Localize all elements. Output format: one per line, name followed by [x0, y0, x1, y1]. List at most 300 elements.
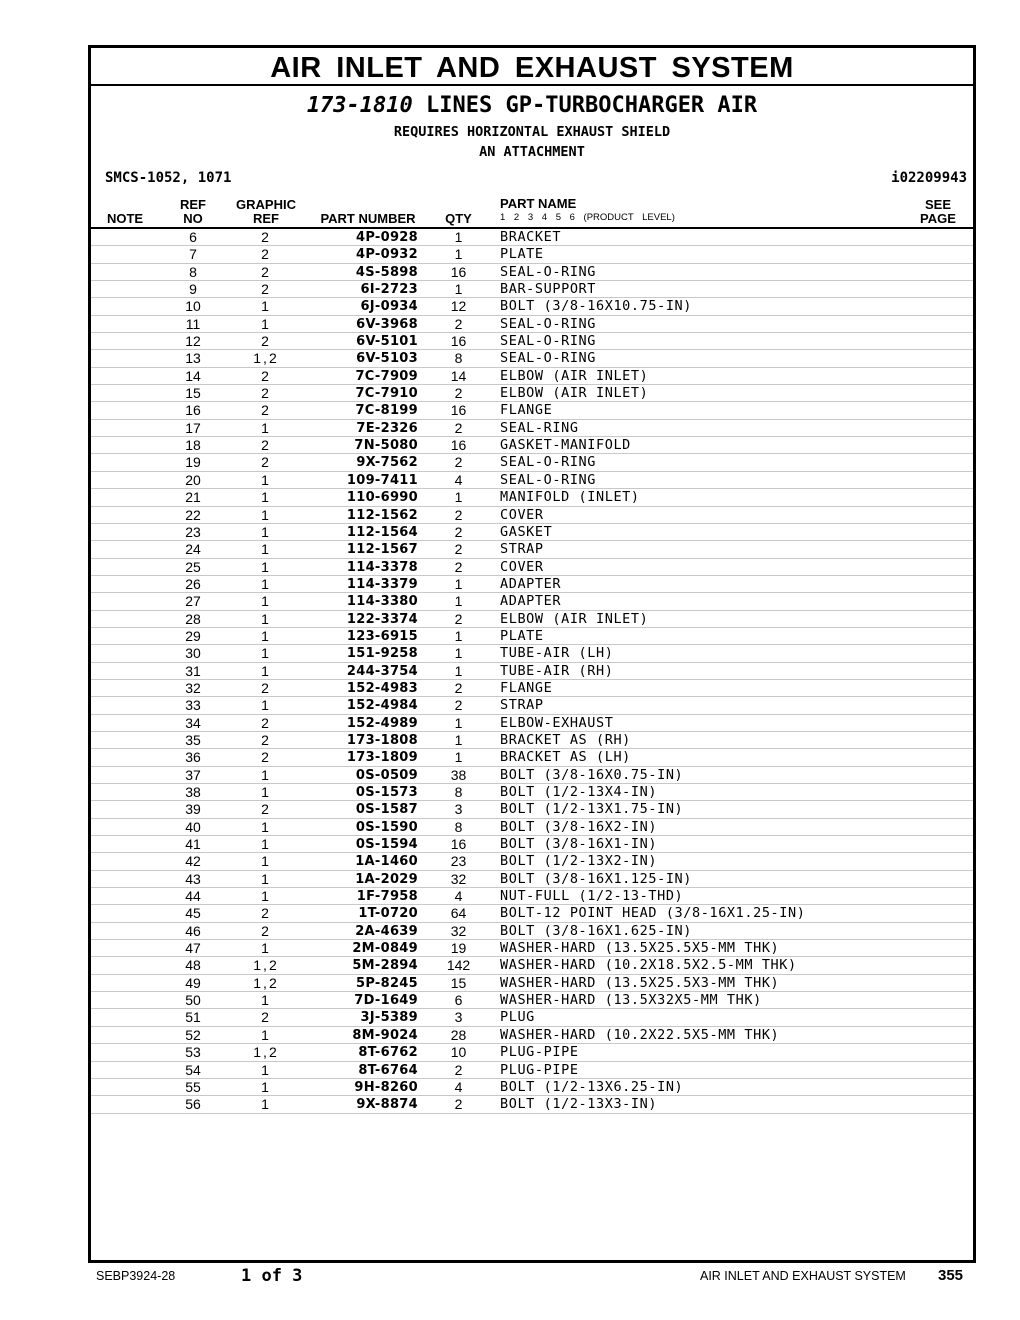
- part-name-cell: SEAL-O-RING: [500, 350, 597, 367]
- qty-cell: 2: [454, 506, 463, 523]
- part-name-cell: BOLT (3/8-16X1-IN): [500, 836, 658, 853]
- qty-cell: 4: [454, 1078, 463, 1095]
- part-number-cell: 6J-0934: [360, 299, 418, 315]
- qty-cell: 1: [454, 627, 463, 644]
- table-row: [91, 524, 973, 541]
- table-row: [91, 1062, 973, 1079]
- qty-cell: 23: [450, 853, 467, 870]
- ref-no-cell: 55: [185, 1078, 201, 1095]
- part-number-cell: 152-4983: [346, 680, 418, 696]
- graphic-ref-cell: 2: [261, 437, 271, 454]
- group-title: [91, 91, 973, 121]
- qty-cell: 1: [454, 731, 463, 748]
- part-number-cell: 122-3374: [346, 611, 418, 627]
- ref-no-cell: 22: [185, 506, 201, 523]
- part-number-cell: 7N-5080: [354, 438, 418, 454]
- part-name-cell: BOLT-12 POINT HEAD (3/8-16X1.25-IN): [500, 905, 806, 922]
- ref-no-cell: 52: [185, 1026, 201, 1043]
- ref-no-cell: 38: [185, 784, 201, 800]
- qty-cell: 2: [454, 315, 463, 332]
- table-row: [91, 1027, 973, 1044]
- ref-no-cell: 6: [189, 229, 197, 245]
- table-row: [91, 905, 973, 922]
- group-subtitle-1: REQUIRES HORIZONTAL EXHAUST SHIELD: [393, 124, 671, 140]
- group-subtitle-2: AN ATTACHMENT: [479, 144, 585, 160]
- ref-no-cell: 15: [185, 385, 201, 402]
- table-row: [91, 923, 973, 940]
- part-name-cell: BOLT (1/2-13X3-IN): [500, 1096, 658, 1113]
- part-number-cell: 3J-5389: [360, 1010, 418, 1026]
- part-number-cell: 4S-5898: [355, 264, 418, 280]
- table-row: [91, 749, 973, 766]
- graphic-ref-cell: 1: [261, 992, 271, 1009]
- qty-cell: 16: [450, 836, 467, 853]
- part-number-cell: 109-7411: [346, 472, 418, 488]
- qty-cell: 3: [454, 1009, 463, 1026]
- table-row: [91, 853, 973, 870]
- ref-no-cell: 37: [185, 766, 201, 783]
- qty-cell: 142: [446, 957, 471, 974]
- part-name-cell: COVER: [500, 558, 544, 575]
- ref-no-cell: 34: [185, 714, 201, 731]
- table-row: [91, 385, 973, 402]
- qty-cell: 6: [454, 992, 463, 1009]
- ref-no-cell: 30: [185, 645, 201, 662]
- part-name-cell: BRACKET: [500, 229, 562, 245]
- part-name-cell: BOLT (3/8-16X0.75-IN): [500, 766, 684, 783]
- part-name-cell: PLATE: [500, 627, 544, 644]
- qty-cell: 1: [454, 229, 463, 245]
- smcs-code: SMCS-1052, 1071: [105, 170, 232, 186]
- qty-cell: 1: [454, 593, 463, 610]
- part-number-cell: 5M-2894: [352, 958, 418, 974]
- part-number-cell: 9H-8260: [354, 1079, 418, 1095]
- part-name-cell: FLANGE: [500, 679, 553, 696]
- part-name-cell: ADAPTER: [500, 593, 562, 610]
- part-name-cell: PLUG-PIPE: [500, 1061, 579, 1078]
- part-number-cell: 151-9258: [346, 646, 418, 662]
- ref-no-cell: 56: [185, 1096, 201, 1113]
- ref-no-cell: 41: [185, 836, 201, 853]
- graphic-ref-cell: 1: [261, 471, 271, 488]
- part-number-cell: 112-1564: [346, 524, 418, 540]
- qty-cell: 15: [450, 974, 467, 991]
- part-number-cell: 8M-9024: [352, 1027, 418, 1043]
- graphic-ref-cell: 1: [261, 506, 271, 523]
- part-name-cell: SEAL-O-RING: [500, 454, 597, 471]
- graphic-ref-cell: 2: [261, 385, 271, 402]
- ref-no-cell: 29: [185, 627, 201, 644]
- qty-cell: 38: [450, 766, 467, 783]
- ref-no-cell: 46: [185, 922, 201, 939]
- graphic-ref-cell: 1: [261, 627, 271, 644]
- part-name-cell: BRACKET AS (LH): [500, 749, 631, 766]
- header-part-name: PART NAME: [500, 196, 577, 211]
- ref-no-cell: 14: [185, 367, 201, 384]
- table-row: [91, 402, 973, 419]
- part-number-cell: 6V-5101: [356, 334, 418, 350]
- qty-cell: 64: [450, 905, 467, 922]
- part-number-cell: 1A-2029: [355, 871, 418, 887]
- part-name-cell: ADAPTER: [500, 575, 562, 592]
- ref-no-cell: 28: [185, 610, 201, 627]
- qty-cell: 1: [454, 645, 463, 662]
- part-number-cell: 7C-7910: [355, 386, 418, 402]
- table-row: [91, 350, 973, 367]
- table-row: [91, 1079, 973, 1096]
- qty-cell: 14: [450, 367, 467, 384]
- table-row: [91, 333, 973, 350]
- graphic-ref-cell: 1: [261, 419, 271, 436]
- ref-no-cell: 54: [185, 1061, 201, 1078]
- header-ref-no-1: REF: [180, 197, 206, 212]
- part-name-cell: WASHER-HARD (13.5X25.5X3-MM THK): [500, 974, 780, 991]
- ref-no-cell: 40: [185, 818, 201, 835]
- part-name-cell: SEAL-RING: [500, 419, 579, 436]
- ref-no-cell: 26: [185, 575, 201, 592]
- header-part-number: PART NUMBER: [320, 211, 416, 226]
- graphic-ref-cell: 2: [261, 367, 271, 384]
- part-number-cell: 7E-2326: [356, 420, 418, 436]
- graphic-ref-cell: 1: [261, 315, 271, 332]
- header-ref-no-2: NO: [183, 211, 203, 226]
- graphic-ref-cell: 1: [261, 541, 271, 558]
- part-name-cell: BOLT (1/2-13X1.75-IN): [500, 801, 684, 818]
- table-row: [91, 316, 973, 333]
- part-number-cell: 114-3378: [346, 559, 418, 575]
- header-graphic-ref-2: REF: [253, 211, 279, 226]
- table-row: [91, 1009, 973, 1026]
- part-number-cell: 1F-7958: [356, 889, 418, 905]
- table-row: [91, 871, 973, 888]
- ref-no-cell: 33: [185, 697, 201, 714]
- graphic-ref-cell: 1: [261, 1096, 271, 1113]
- graphic-ref-cell: 2: [261, 801, 271, 818]
- header-graphic-ref-1: GRAPHIC: [236, 197, 296, 212]
- qty-cell: 16: [450, 402, 467, 419]
- footer-section: AIR INLET AND EXHAUST SYSTEM: [700, 1269, 906, 1283]
- header-qty: QTY: [445, 211, 472, 226]
- part-number-cell: 110-6990: [346, 490, 418, 506]
- part-number-cell: 7C-8199: [355, 403, 418, 419]
- part-name-cell: BRACKET AS (RH): [500, 731, 631, 748]
- table-row: [91, 368, 973, 385]
- graphic-ref-cell: 2: [261, 714, 271, 731]
- graphic-ref-cell: 2: [261, 281, 271, 298]
- ref-no-cell: 13: [185, 350, 201, 367]
- ref-no-cell: 48: [185, 957, 201, 974]
- graphic-ref-cell: 1: [261, 818, 271, 835]
- table-row: [91, 576, 973, 593]
- table-row: [91, 628, 973, 645]
- table-row: [91, 888, 973, 905]
- header-product-level: 1 2 3 4 5 6 (PRODUCT LEVEL): [500, 212, 675, 223]
- part-number-cell: 6I-2723: [360, 282, 418, 298]
- graphic-ref-cell: 1,2: [253, 974, 279, 991]
- table-row: [91, 454, 973, 471]
- ref-no-cell: 43: [185, 870, 201, 887]
- table-row: [91, 801, 973, 818]
- table-row: [91, 437, 973, 454]
- ref-no-cell: 32: [185, 679, 201, 696]
- part-name-cell: BOLT (3/8-16X1.125-IN): [500, 870, 693, 887]
- part-name-cell: WASHER-HARD (10.2X22.5X5-MM THK): [500, 1026, 780, 1043]
- table-row: [91, 472, 973, 489]
- part-name-cell: PLUG-PIPE: [500, 1044, 579, 1061]
- graphic-ref-cell: 2: [261, 905, 271, 922]
- part-name-cell: MANIFOLD (INLET): [500, 489, 640, 506]
- table-row: [91, 992, 973, 1009]
- qty-cell: 28: [450, 1026, 467, 1043]
- ref-no-cell: 23: [185, 523, 201, 540]
- graphic-ref-cell: 1: [261, 1078, 271, 1095]
- part-number-cell: 9X-8874: [356, 1097, 418, 1113]
- graphic-ref-cell: 1: [261, 784, 271, 800]
- qty-cell: 1: [454, 575, 463, 592]
- table-row: [91, 819, 973, 836]
- part-number-cell: 1A-1460: [355, 854, 418, 870]
- part-number-cell: 2A-4639: [355, 923, 418, 939]
- table-row: [91, 298, 973, 315]
- graphic-ref-cell: 1: [261, 1026, 271, 1043]
- part-name-cell: BOLT (1/2-13X4-IN): [500, 784, 658, 800]
- graphic-ref-cell: 1: [261, 575, 271, 592]
- table-row: [91, 507, 973, 524]
- part-name-cell: BOLT (1/2-13X6.25-IN): [500, 1078, 684, 1095]
- illustration-id: i02209943: [891, 170, 967, 186]
- part-name-cell: ELBOW-EXHAUST: [500, 714, 614, 731]
- part-number-cell: 4P-0928: [355, 230, 418, 245]
- graphic-ref-cell: 1: [261, 888, 271, 905]
- part-number-cell: 0S-1587: [355, 802, 418, 818]
- ref-no-cell: 27: [185, 593, 201, 610]
- qty-cell: 16: [450, 263, 467, 280]
- table-row: [91, 541, 973, 558]
- graphic-ref-cell: 1: [261, 593, 271, 610]
- table-row: [91, 715, 973, 732]
- qty-cell: 32: [450, 870, 467, 887]
- part-name-cell: SEAL-O-RING: [500, 263, 597, 280]
- part-name-cell: STRAP: [500, 541, 544, 558]
- part-number-cell: 0S-1573: [355, 785, 418, 800]
- qty-cell: 10: [450, 1044, 467, 1061]
- table-row: [91, 1044, 973, 1061]
- parts-table-body: [91, 229, 973, 1114]
- qty-cell: 16: [450, 333, 467, 350]
- graphic-ref-cell: 1: [261, 662, 271, 679]
- part-name-cell: GASKET: [500, 523, 553, 540]
- part-number-cell: 4P-0932: [355, 247, 418, 263]
- qty-cell: 8: [454, 818, 463, 835]
- qty-cell: 2: [454, 610, 463, 627]
- ref-no-cell: 12: [185, 333, 201, 350]
- graphic-ref-cell: 2: [261, 263, 271, 280]
- qty-cell: 2: [454, 523, 463, 540]
- qty-cell: 4: [454, 471, 463, 488]
- qty-cell: 1: [454, 281, 463, 298]
- graphic-ref-cell: 2: [261, 246, 271, 263]
- ref-no-cell: 10: [185, 298, 201, 315]
- part-name-cell: BOLT (3/8-16X2-IN): [500, 818, 658, 835]
- qty-cell: 1: [454, 246, 463, 263]
- qty-cell: 2: [454, 697, 463, 714]
- graphic-ref-cell: 2: [261, 679, 271, 696]
- table-row: [91, 264, 973, 281]
- qty-cell: 2: [454, 558, 463, 575]
- part-name-cell: GASKET-MANIFOLD: [500, 437, 631, 454]
- graphic-ref-cell: 1,2: [253, 350, 279, 367]
- table-row: [91, 611, 973, 628]
- ref-no-cell: 7: [189, 246, 197, 263]
- part-number-cell: 6V-3968: [356, 316, 418, 332]
- table-row: [91, 420, 973, 437]
- table-row: [91, 680, 973, 697]
- graphic-ref-cell: 1: [261, 1061, 271, 1078]
- graphic-ref-cell: 1: [261, 697, 271, 714]
- footer-doc-number: SEBP3924-28: [96, 1269, 176, 1283]
- graphic-ref-cell: 1: [261, 940, 271, 957]
- part-name-cell: ELBOW (AIR INLET): [500, 367, 649, 384]
- ref-no-cell: 31: [185, 662, 201, 679]
- table-row: [91, 940, 973, 957]
- part-name-cell: SEAL-O-RING: [500, 333, 597, 350]
- part-number-cell: 2M-0849: [352, 941, 418, 957]
- group-name: LINES GP-TURBOCHARGER AIR: [426, 93, 758, 118]
- table-row: [91, 957, 973, 974]
- part-name-cell: PLUG: [500, 1009, 535, 1026]
- part-number-cell: 152-4984: [346, 698, 418, 714]
- ref-no-cell: 53: [185, 1044, 201, 1061]
- ref-no-cell: 36: [185, 749, 201, 766]
- ref-no-cell: 49: [185, 974, 201, 991]
- ref-no-cell: 20: [185, 471, 201, 488]
- part-name-cell: NUT-FULL (1/2-13-THD): [500, 888, 684, 905]
- part-name-cell: COVER: [500, 506, 544, 523]
- table-row: [91, 697, 973, 714]
- ref-no-cell: 42: [185, 853, 201, 870]
- part-name-cell: WASHER-HARD (13.5X25.5X5-MM THK): [500, 940, 780, 957]
- table-row: [91, 645, 973, 662]
- graphic-ref-cell: 1: [261, 836, 271, 853]
- part-name-cell: WASHER-HARD (10.2X18.5X2.5-MM THK): [500, 957, 797, 974]
- part-number-cell: 7C-7909: [355, 368, 418, 384]
- qty-cell: 12: [450, 298, 467, 315]
- qty-cell: 2: [454, 541, 463, 558]
- graphic-ref-cell: 1: [261, 489, 271, 506]
- table-row: [91, 1096, 973, 1113]
- part-name-cell: PLATE: [500, 246, 544, 263]
- qty-cell: 2: [454, 1061, 463, 1078]
- graphic-ref-cell: 1: [261, 870, 271, 887]
- table-row: [91, 593, 973, 610]
- qty-cell: 19: [450, 940, 467, 957]
- part-number-cell: 152-4989: [346, 715, 418, 731]
- graphic-ref-cell: 1: [261, 610, 271, 627]
- part-number-cell: 8T-6764: [358, 1062, 418, 1078]
- part-name-cell: STRAP: [500, 697, 544, 714]
- table-row: [91, 559, 973, 576]
- graphic-ref-cell: 1: [261, 558, 271, 575]
- graphic-ref-cell: 1: [261, 645, 271, 662]
- graphic-ref-cell: 2: [261, 333, 271, 350]
- part-number-cell: 0S-1594: [355, 837, 418, 853]
- ref-no-cell: 44: [185, 888, 201, 905]
- part-name-cell: TUBE-AIR (LH): [500, 645, 614, 662]
- qty-cell: 2: [454, 679, 463, 696]
- table-row: [91, 732, 973, 749]
- part-name-cell: SEAL-O-RING: [500, 471, 597, 488]
- table-row: [91, 975, 973, 992]
- footer-page-of: 1 of 3: [241, 1266, 303, 1286]
- part-number-cell: 7D-1649: [354, 993, 418, 1009]
- graphic-ref-cell: 2: [261, 454, 271, 471]
- table-row: [91, 784, 973, 801]
- part-name-cell: BAR-SUPPORT: [500, 281, 597, 298]
- header-see-page-1: SEE: [924, 197, 951, 212]
- qty-cell: 2: [454, 385, 463, 402]
- part-name-cell: FLANGE: [500, 402, 553, 419]
- ref-no-cell: 24: [185, 541, 201, 558]
- ref-no-cell: 35: [185, 731, 201, 748]
- header-note: NOTE: [106, 211, 144, 226]
- qty-cell: 3: [454, 801, 463, 818]
- graphic-ref-cell: 2: [261, 229, 271, 245]
- ref-no-cell: 45: [185, 905, 201, 922]
- table-row: [91, 767, 973, 784]
- part-number-cell: 9X-7562: [356, 455, 418, 471]
- ref-no-cell: 39: [185, 801, 201, 818]
- part-name-cell: BOLT (1/2-13X2-IN): [500, 853, 658, 870]
- part-number-cell: 5P-8245: [355, 975, 418, 991]
- part-number-cell: 114-3380: [346, 594, 418, 610]
- ref-no-cell: 50: [185, 992, 201, 1009]
- part-name-cell: ELBOW (AIR INLET): [500, 385, 649, 402]
- qty-cell: 2: [454, 454, 463, 471]
- part-name-cell: ELBOW (AIR INLET): [500, 610, 649, 627]
- ref-no-cell: 17: [185, 419, 201, 436]
- part-number-cell: 0S-1590: [355, 819, 418, 835]
- part-number-cell: 1T-0720: [358, 906, 418, 922]
- page-footer: [0, 1266, 1020, 1286]
- qty-cell: 8: [454, 784, 463, 800]
- qty-cell: 16: [450, 437, 467, 454]
- part-name-cell: TUBE-AIR (RH): [500, 662, 614, 679]
- part-number-cell: 112-1567: [346, 542, 418, 558]
- qty-cell: 8: [454, 350, 463, 367]
- table-row: [91, 836, 973, 853]
- graphic-ref-cell: 2: [261, 731, 271, 748]
- ref-no-cell: 21: [185, 489, 201, 506]
- ref-no-cell: 25: [185, 558, 201, 575]
- graphic-ref-cell: 1: [261, 766, 271, 783]
- graphic-ref-cell: 2: [261, 1009, 271, 1026]
- qty-cell: 32: [450, 922, 467, 939]
- part-number-cell: 173-1808: [346, 732, 418, 748]
- footer-page-number: 355: [938, 1267, 964, 1284]
- ref-no-cell: 51: [185, 1009, 201, 1026]
- qty-cell: 2: [454, 1096, 463, 1113]
- ref-no-cell: 16: [185, 402, 201, 419]
- table-row: [91, 246, 973, 263]
- part-number-cell: 0S-0509: [355, 767, 418, 783]
- part-name-cell: WASHER-HARD (13.5X32X5-MM THK): [500, 992, 762, 1009]
- ref-no-cell: 19: [185, 454, 201, 471]
- part-number-cell: 8T-6762: [358, 1045, 418, 1061]
- ref-no-cell: 47: [185, 940, 201, 957]
- ref-no-cell: 9: [189, 281, 197, 298]
- part-number-cell: 6V-5103: [356, 351, 418, 367]
- part-name-cell: BOLT (3/8-16X1.625-IN): [500, 922, 693, 939]
